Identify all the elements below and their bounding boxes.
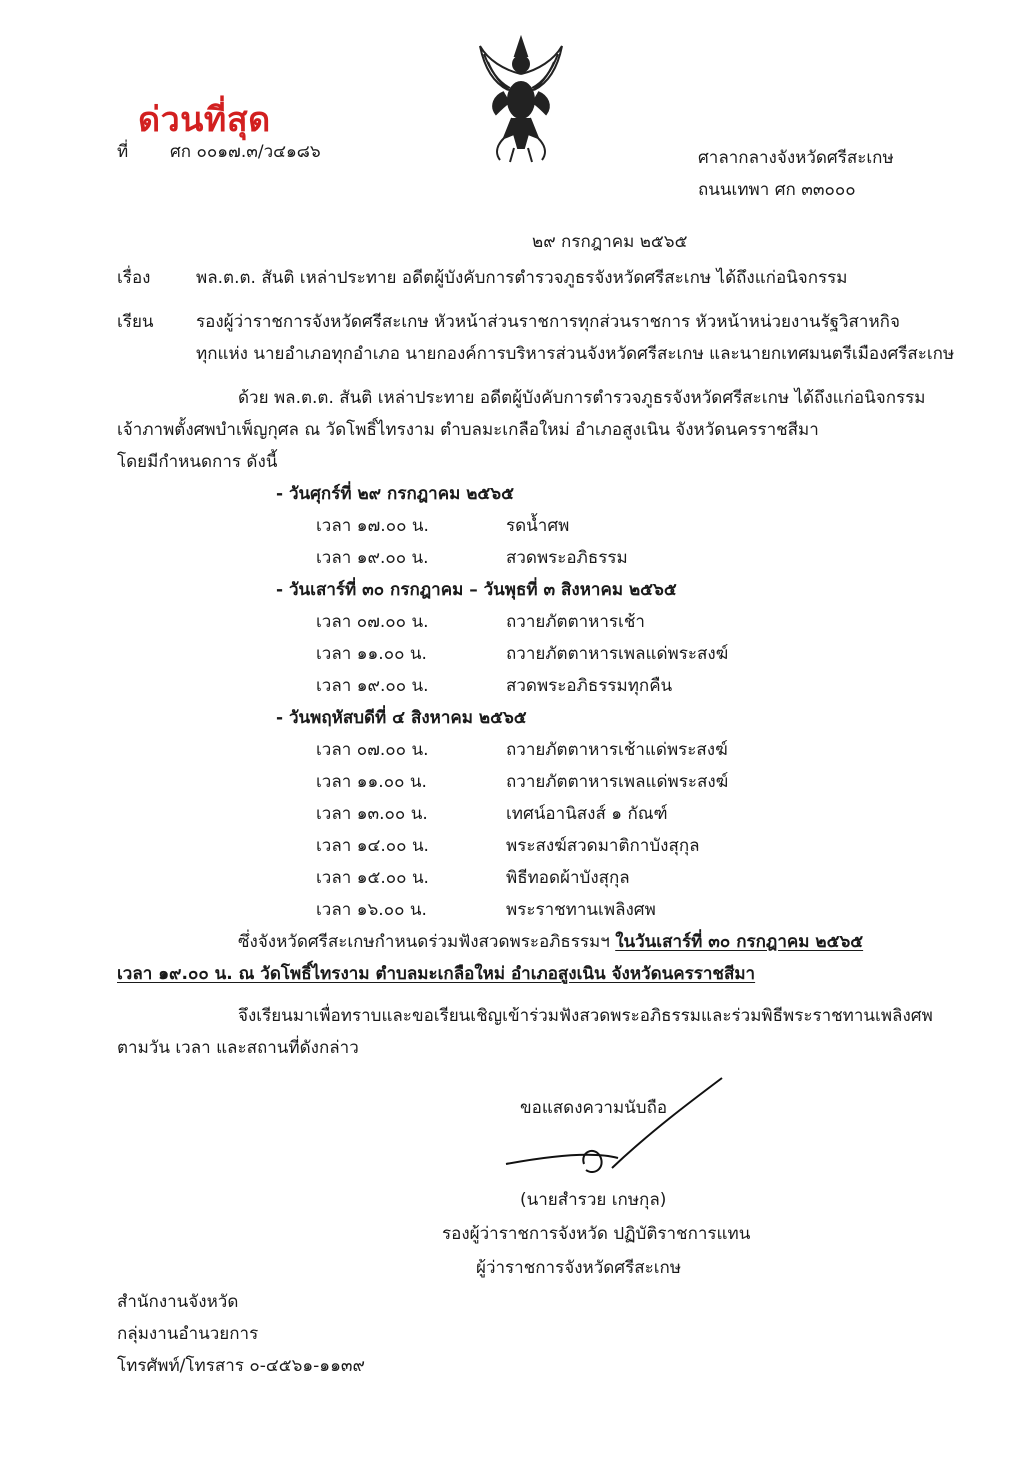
footer-division: กลุ่มงานอำนวยการ [117, 1324, 259, 1344]
schedule-time: เวลา ๐๗.๐๐ น. [316, 740, 429, 760]
schedule-day-heading: - วันเสาร์ที่ ๓๐ กรกฎาคม – วันพุธที่ ๓ สิงหาคม ๒๕๖๕ [276, 580, 677, 600]
notice-date-highlight: ในวันเสาร์ที่ ๓๐ กรกฎาคม ๒๕๖๕ [615, 932, 864, 952]
signatory-position-line2: ผู้ว่าราชการจังหวัดศรีสะเกษ [476, 1258, 682, 1278]
subject-label: เรื่อง [117, 268, 151, 288]
footer-office: สำนักงานจังหวัด [117, 1292, 239, 1312]
schedule-time: เวลา ๑๙.๐๐ น. [316, 548, 429, 568]
schedule-event: เทศน์อานิสงส์ ๑ กัณฑ์ [506, 804, 668, 824]
body-paragraph-line2: เจ้าภาพตั้งศพบำเพ็ญกุศล ณ วัดโพธิ์ไทรงาม ตำบลมะเกลือใหม่ อำเภอสูงเนิน จังหวัดนครราชสีมา [117, 420, 819, 440]
signatory-name: (นายสำรวย เกษกุล) [520, 1190, 667, 1210]
addressee-line2: ทุกแห่ง นายอำเภอทุกอำเภอ นายกองค์การบริหารส่วนจังหวัดศรีสะเกษ และนายกเทศมนตรีเมืองศรีสะเกษ [196, 344, 955, 364]
schedule-event: พระราชทานเพลิงศพ [506, 900, 656, 920]
schedule-day-heading: - วันศุกร์ที่ ๒๙ กรกฎาคม ๒๕๖๕ [276, 484, 514, 504]
closing-salutation: ขอแสดงความนับถือ [520, 1098, 668, 1118]
footer-phone: โทรศัพท์/โทรสาร ๐-๔๕๖๑-๑๑๓๙ [117, 1356, 365, 1376]
letter-date: ๒๙ กรกฎาคม ๒๕๖๕ [532, 232, 688, 252]
schedule-time: เวลา ๑๕.๐๐ น. [316, 868, 429, 888]
notice-line2-highlight: เวลา ๑๙.๐๐ น. ณ วัดโพธิ์ไทรงาม ตำบลมะเกลือใหม่ อำเภอสูงเนิน จังหวัดนครราชสีมา [117, 964, 756, 984]
schedule-event: ถวายภัตตาหารเช้าแด่พระสงฆ์ [506, 740, 728, 760]
schedule-event: ถวายภัตตาหารเช้า [506, 612, 645, 632]
signatory-position-line1: รองผู้ว่าราชการจังหวัด ปฏิบัติราชการแทน [442, 1224, 751, 1244]
schedule-event: รดน้ำศพ [506, 516, 570, 536]
office-address-line2: ถนนเทพา ศก ๓๓๐๐๐ [698, 180, 856, 200]
body-paragraph-line3: โดยมีกำหนดการ ดังนี้ [117, 452, 278, 472]
schedule-time: เวลา ๑๗.๐๐ น. [316, 516, 429, 536]
schedule-day-heading: - วันพฤหัสบดีที่ ๔ สิงหาคม ๒๕๖๕ [276, 708, 527, 728]
schedule-time: เวลา ๑๑.๐๐ น. [316, 772, 427, 792]
addressee-label: เรียน [117, 312, 154, 332]
schedule-time: เวลา ๑๔.๐๐ น. [316, 836, 429, 856]
closing-paragraph-line2: ตามวัน เวลา และสถานที่ดังกล่าว [117, 1038, 359, 1058]
handwritten-signature-icon [500, 1072, 730, 1192]
subject-text: พล.ต.ต. สันติ เหล่าประทาย อดีตผู้บังคับการตำรวจภูธรจังหวัดศรีสะเกษ ได้ถึงแก่อนิจกรรม [196, 268, 848, 288]
closing-paragraph-line1: จึงเรียนมาเพื่อทราบและขอเรียนเชิญเข้าร่วมฟังสวดพระอภิธรรมและร่วมพิธีพระราชทานเพลิงศพ [238, 1006, 933, 1026]
reference-number: ศก ๐๐๑๗.๓/ว๔๑๘๖ [170, 142, 321, 162]
office-address-line1: ศาลากลางจังหวัดศรีสะเกษ [698, 148, 894, 168]
schedule-event: สวดพระอภิธรรม [506, 548, 628, 568]
schedule-time: เวลา ๑๙.๐๐ น. [316, 676, 429, 696]
schedule-event: ถวายภัตตาหารเพลแด่พระสงฆ์ [506, 772, 729, 792]
notice-line1-plain: ซึ่งจังหวัดศรีสะเกษกำหนดร่วมฟังสวดพระอภิธรรมฯ [238, 932, 610, 952]
notice-line1 [238, 930, 863, 954]
schedule-event: พระสงฆ์สวดมาติกาบังสุกุล [506, 836, 700, 856]
schedule-time: เวลา ๑๖.๐๐ น. [316, 900, 427, 920]
schedule-time: เวลา ๑๑.๐๐ น. [316, 644, 427, 664]
reference-label: ที่ [117, 142, 129, 162]
urgency-stamp: ด่วนที่สุด [138, 100, 271, 140]
body-paragraph-line1: ด้วย พล.ต.ต. สันติ เหล่าประทาย อดีตผู้บังคับการตำรวจภูธรจังหวัดศรีสะเกษ ได้ถึงแก่อนิจกรรม [238, 388, 926, 408]
schedule-event: พิธีทอดผ้าบังสุกุล [506, 868, 630, 888]
schedule-time: เวลา ๑๓.๐๐ น. [316, 804, 428, 824]
addressee-line1: รองผู้ว่าราชการจังหวัดศรีสะเกษ หัวหน้าส่วนราชการทุกส่วนราชการ หัวหน้าหน่วยงานรัฐวิสาหกิจ [196, 312, 900, 332]
garuda-emblem-icon [474, 30, 568, 170]
schedule-event: ถวายภัตตาหารเพลแด่พระสงฆ์ [506, 644, 729, 664]
schedule-time: เวลา ๐๗.๐๐ น. [316, 612, 429, 632]
schedule-event: สวดพระอภิธรรมทุกคืน [506, 676, 673, 696]
